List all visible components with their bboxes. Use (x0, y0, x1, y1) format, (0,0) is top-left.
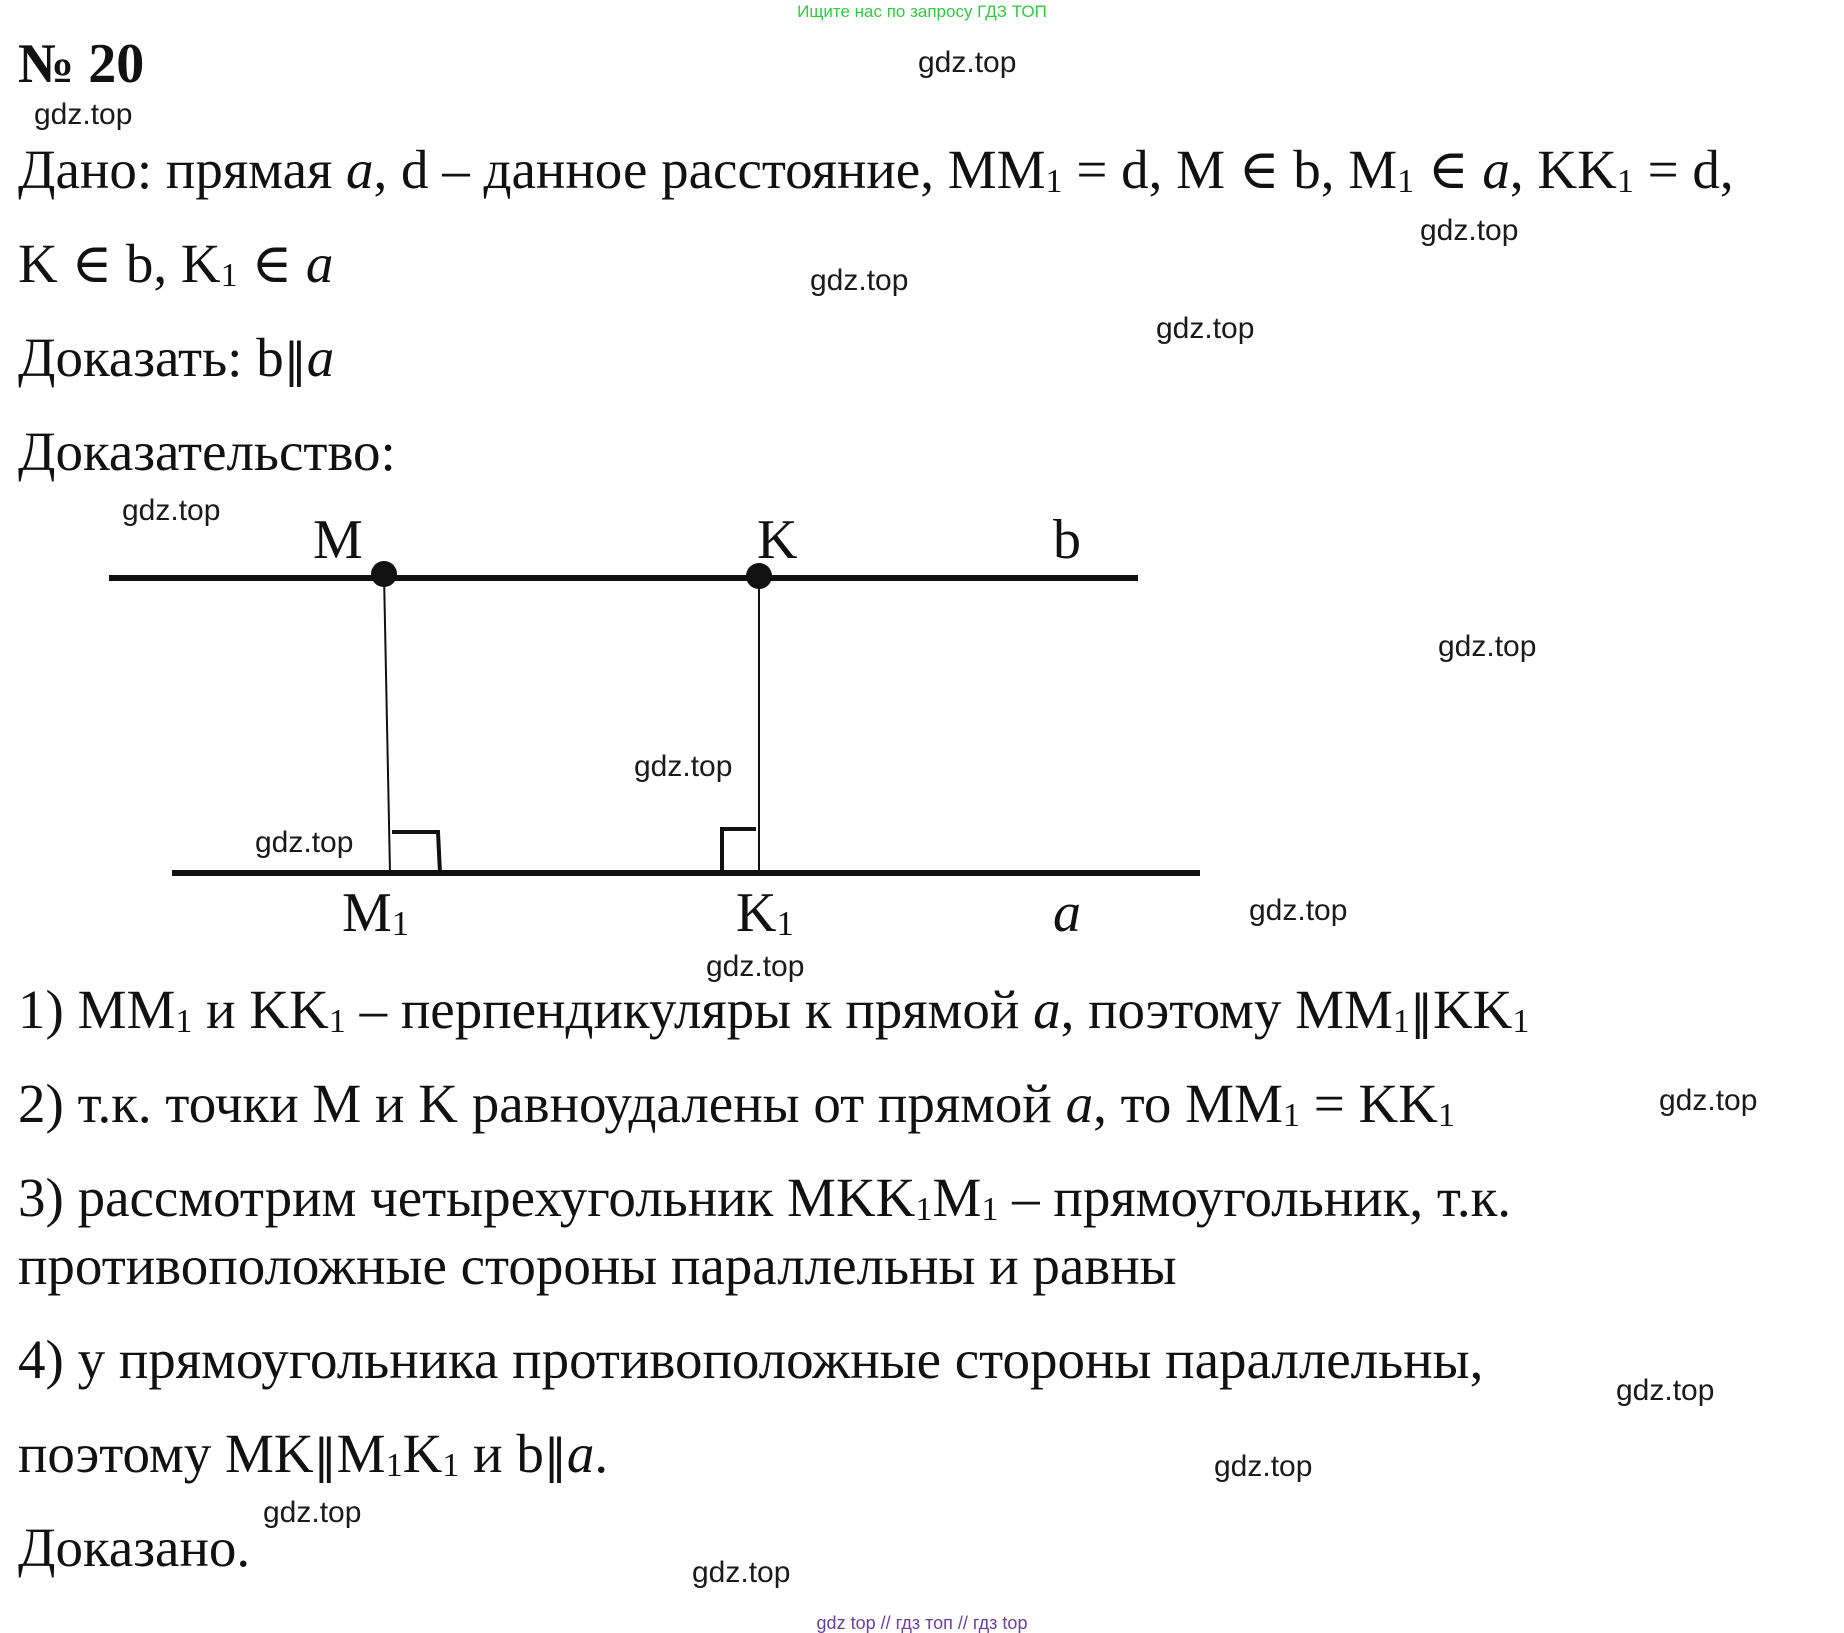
right-angle-mark-M1 (392, 832, 440, 873)
step-4-line-1: 4) у прямоугольника противоположные стороны параллельны, (18, 1329, 1484, 1390)
point-M (371, 561, 397, 587)
watermark: gdz.top (918, 46, 1017, 79)
watermark: gdz.top (1659, 1084, 1758, 1117)
watermark: gdz.top (692, 1556, 791, 1589)
step-3-line-1: 3) рассмотрим четырехугольник $MKK_1M_1$ – прямоугольник, т.к. (18, 1167, 1512, 1229)
label-a (1053, 882, 1081, 944)
label-M: M (313, 509, 363, 571)
watermark: gdz.top (122, 494, 221, 527)
label-K: K (757, 509, 798, 571)
step-4-line-2: поэтому $MK‖M_1K_1$ и b‖a. (18, 1423, 609, 1485)
segment-MM1 (384, 574, 390, 873)
watermark: gdz.top (1616, 1374, 1715, 1407)
watermark: gdz.top (1420, 214, 1519, 247)
step-2: 2) т.к. точки M и K равноудалены от прямой a, то $MM_1 = KK_1$ (18, 1073, 1456, 1135)
prove-label: Доказать: (18, 327, 257, 388)
right-angle-mark-K1 (722, 829, 756, 873)
given-label: Дано: (18, 139, 166, 200)
watermark: gdz.top (706, 950, 805, 983)
watermark: gdz.top (810, 264, 909, 297)
label-K1-letter: K (736, 882, 777, 944)
top-banner[interactable]: Ищите нас по запросу ГДЗ ТОП (797, 2, 1047, 21)
watermark: gdz.top (34, 98, 133, 131)
step-1: 1) $MM_1$ и $KK_1$ – перпендикуляры к прямой a, поэтому $MM_1‖KK_1$ (18, 979, 1530, 1041)
problem-number: № 20 (18, 33, 145, 95)
label-M1 (342, 882, 410, 944)
watermark: gdz.top (1156, 312, 1255, 345)
footer-links[interactable]: gdz top // гдз топ // гдз top (816, 1613, 1028, 1633)
label-a-text: a (1053, 882, 1081, 944)
step-3-line-2: противоположные стороны параллельны и равны (18, 1235, 1177, 1296)
label-M1-sub: 1 (391, 904, 410, 944)
label-b: b (1053, 509, 1081, 571)
watermark: gdz.top (1249, 894, 1348, 927)
prove-line: Доказать: b‖a (18, 327, 335, 388)
watermark: gdz.top (1438, 630, 1537, 663)
label-M1-letter: M (342, 882, 392, 944)
watermark: gdz.top (255, 826, 354, 859)
proof-label: Доказательство: (18, 421, 396, 482)
conclusion: Доказано. (18, 1517, 251, 1578)
watermark: gdz.top (263, 1496, 362, 1529)
given-line-1: Дано: прямая a, d – данное расстояние, $MM_1 = d$, M ∈ b, $M_1$ ∈ a, $KK_1 = d$, (18, 139, 1734, 201)
watermark: gdz.top (634, 750, 733, 783)
label-K1 (736, 882, 794, 944)
given-line-2: K ∈ b, $K_1$ ∈ a (18, 233, 334, 295)
watermark: gdz.top (1214, 1450, 1313, 1483)
label-K1-sub: 1 (776, 904, 794, 944)
